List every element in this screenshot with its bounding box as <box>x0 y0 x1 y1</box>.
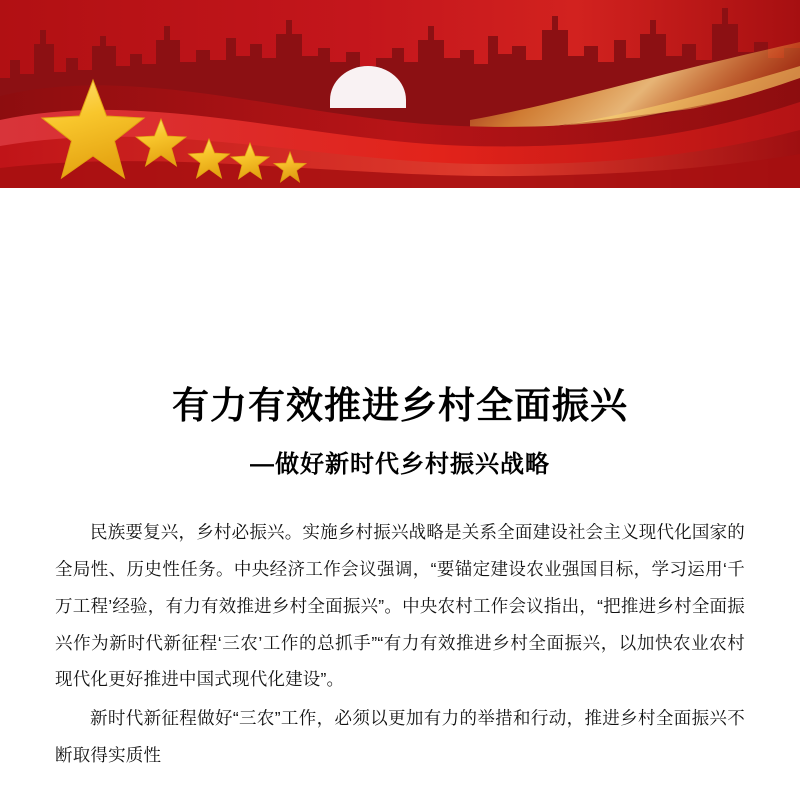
page-subtitle: —做好新时代乡村振兴战略 <box>250 451 550 479</box>
banner-graphic <box>0 0 800 188</box>
paragraph-1: 民族要复兴，乡村必振兴。实施乡村振兴战略是关系全面建设社会主义现代化国家的全局性、历史性任务。中央经济工作会议强调，“要锚定建设农业强国目标，学习运用‘千万工程’经验，有力有效推进乡村全面振兴”。中央农村工作会议指出，“把推进乡村全面振兴作为新时代新征程‘三农’工作的总抓手”“有力有效推进乡村全面振兴，以加快农业农村现代化更好推进中国式现代化建设”。 <box>55 522 745 690</box>
document-body <box>0 188 800 800</box>
paragraph-2: 新时代新征程做好“三农”工作，必须以更加有力的举措和行动，推进乡村全面振兴不断取得实质性 <box>55 708 745 765</box>
page-title: 有力有效推进乡村全面振兴 <box>172 385 628 426</box>
banner-header <box>0 0 800 188</box>
